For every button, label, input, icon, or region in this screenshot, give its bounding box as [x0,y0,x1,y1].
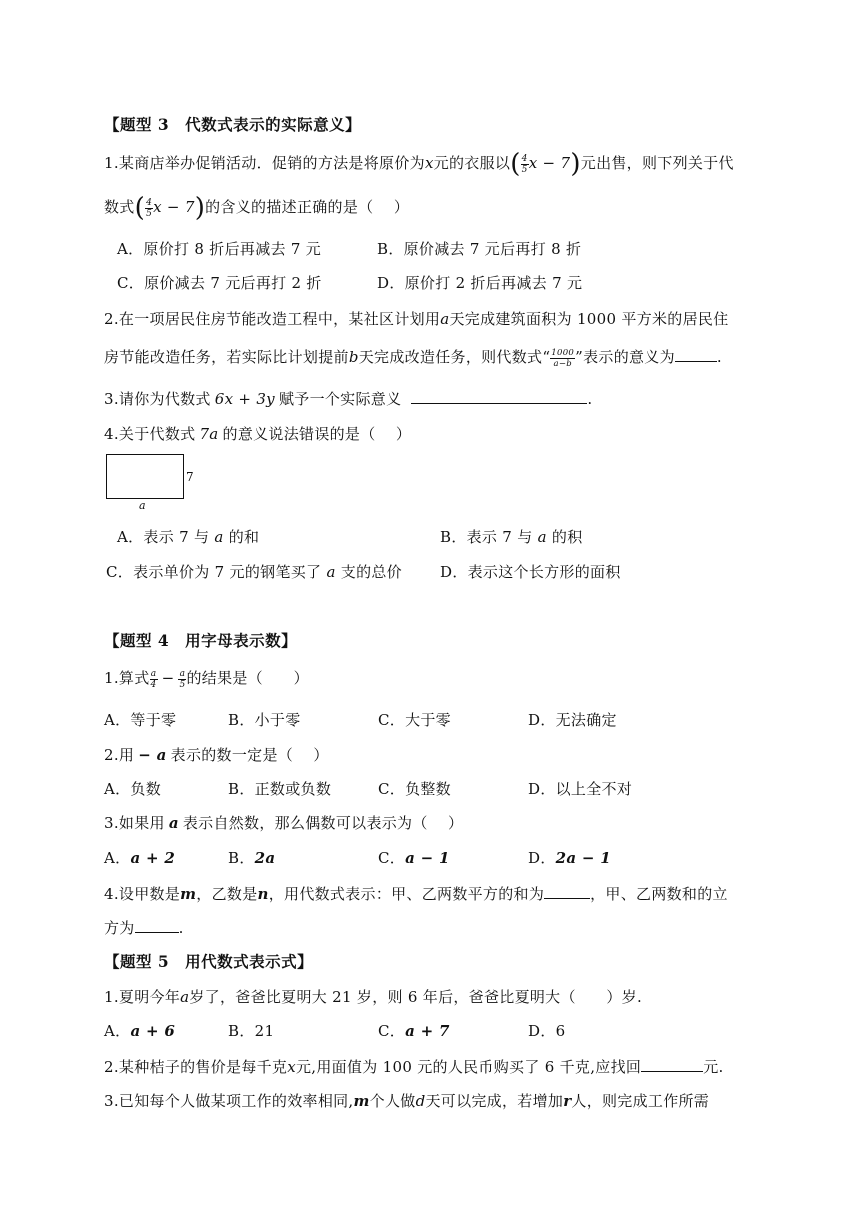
question-text: 天完成建筑面积为 1000 平方米的居民住 [449,310,729,328]
question-text: 如果用 [118,814,165,832]
option-c[interactable]: C．负整数 [378,780,451,798]
fraction-1000-over-a-b: $\frac{1000}{a-b}$ [551,347,575,369]
s5-q3 [104,1090,709,1111]
option-b[interactable]: B．正数或负数 [228,780,332,798]
question-text: 元出售，则下列关于代 [580,154,734,172]
question-text: 元. [703,1058,724,1076]
s3-q1-line2 [104,193,410,223]
question-text: 的意义说法错误的是（ ） [222,425,412,443]
s3-q2-line1 [104,308,729,329]
option-a[interactable]: A．原价打 8 折后再减去 7 元 [117,240,322,258]
question-text: 赋予一个实际意义 [278,390,402,408]
answer-blank[interactable] [135,918,179,933]
period: . [178,919,184,937]
question-number: 4. [104,425,119,443]
question-text: 人，则完成工作所需 [571,1092,710,1110]
question-text: 方为 [104,919,135,937]
expression: a [168,814,179,832]
var-m: m [180,885,197,903]
option-a[interactable]: A．a + 2 [104,849,176,867]
question-number: 1. [104,669,119,687]
s4-q2 [104,744,329,765]
s3-q4 [104,423,411,444]
rect-side-label: 7 [186,470,194,484]
question-text: 用 [118,746,135,764]
fraction-4-5: $\frac{4}{5}$ [146,197,153,219]
option-b[interactable]: B．小于零 [228,711,301,729]
question-number: 2. [104,310,119,328]
question-text: 房节能改造任务，若实际比计划提前 [104,348,349,366]
fraction-4-5: $\frac{4}{5}$ [521,153,528,175]
paren-left: ( [510,149,521,179]
answer-blank[interactable] [641,1057,703,1072]
answer-blank[interactable] [411,389,587,404]
question-text: 算式 [118,669,150,687]
expression: − a [138,746,167,764]
minus-sign: − [161,669,175,687]
question-number: 4. [104,885,119,903]
var-b: b [348,348,359,366]
var-x: x [424,154,434,172]
fraction-a-5: $\frac{a}{5}$ [179,668,186,690]
question-text: 元,用面值为 100 元的人民币购买了 6 千克,应找回 [296,1058,642,1076]
var-d: d [415,1092,426,1110]
answer-blank[interactable] [544,884,590,899]
section-5-title: 【题型 5 用代数式表示式】 [104,952,314,971]
section-4-title: 【题型 4 用字母表示数】 [104,631,298,650]
option-a[interactable]: A．等于零 [104,711,177,729]
question-text: 元的衣服以 [433,154,511,172]
question-text: 已知每个人做某项工作的效率相同, [118,1092,354,1110]
question-text: 个人做 [369,1092,416,1110]
question-number: 2. [104,746,119,764]
question-text: 的结果是（ ） [186,669,309,687]
question-text: 设甲数是 [118,885,181,903]
option-b[interactable]: B．21 [228,1022,275,1040]
option-b[interactable]: B．表示 7 与 a 的积 [440,528,583,546]
question-text: 某种桔子的售价是每千克 [118,1058,288,1076]
s3-q2-line2 [104,346,722,369]
paren-right: ) [194,193,206,223]
option-a[interactable]: A．负数 [104,780,162,798]
question-text: ，用代数式表示：甲、乙两数平方的和为 [268,885,545,903]
option-d[interactable]: D．原价打 2 折后再减去 7 元 [377,274,583,292]
question-text: ，乙数是 [196,885,258,903]
option-c[interactable]: C．表示单价为 7 元的钢笔买了 a 支的总价 [106,563,402,581]
question-number: 3. [104,814,119,832]
var-x: x [287,1058,296,1076]
rect-bottom-label: a [139,499,146,512]
option-a[interactable]: A．表示 7 与 a 的和 [117,528,260,546]
expression: 6x + 3y [214,390,275,408]
question-text: 关于代数式 [118,425,196,443]
var-n: n [257,885,269,903]
question-text: 的含义的描述正确的是（ ） [205,198,410,216]
expression: 7a [199,425,219,443]
question-text: 在一项居民住房节能改造工程中，某社区计划用 [118,310,441,328]
question-text: ，甲、乙两数和的立 [590,885,728,903]
question-number: 3. [104,390,119,408]
s3-q3 [104,388,592,409]
question-text: 请你为代数式 [118,390,211,408]
answer-blank[interactable] [675,347,717,362]
question-text: 天完成改造任务，则代数式“ [358,348,551,366]
option-d[interactable]: D．以上全不对 [528,780,633,798]
option-d[interactable]: D．6 [528,1022,566,1040]
var-r: r [563,1092,572,1110]
s3-q1-line1 [104,149,734,179]
s4-q4-line1 [104,883,728,904]
paren-right: ) [570,149,581,179]
question-text: 天可以完成，若增加 [425,1092,564,1110]
var-a: a [440,310,450,328]
period: . [587,390,593,408]
option-d[interactable]: D．表示这个长方形的面积 [440,563,621,581]
expression: x − 7 [153,198,195,216]
option-c[interactable]: C．原价减去 7 元后再打 2 折 [117,274,322,292]
question-text: ”表示的意义为 [575,348,675,366]
option-c[interactable]: C．大于零 [378,711,451,729]
option-b[interactable]: B．2a [228,849,276,867]
var-a: a [180,988,190,1006]
question-number: 1. [104,154,119,172]
question-text: 表示的数一定是（ ） [170,746,329,764]
period: . [716,348,722,366]
question-text: 岁了，爸爸比夏明大 21 岁，则 6 年后，爸爸比夏明大（ ）岁. [189,988,643,1006]
question-number: 1. [104,988,119,1006]
var-m: m [353,1092,370,1110]
question-text: 表示自然数，那么偶数可以表示为（ ） [182,814,464,832]
question-text: 夏明今年 [118,988,181,1006]
question-number: 2. [104,1058,119,1076]
s4-q3 [104,812,463,833]
fraction-a-4: $\frac{a}{4}$ [150,668,157,690]
option-b[interactable]: B．原价减去 7 元后再打 8 折 [377,240,582,258]
question-number: 3. [104,1092,119,1110]
question-text: 数式 [104,198,135,216]
option-c[interactable]: C．a − 1 [378,849,450,867]
s4-q1 [104,667,309,690]
paren-left: ( [134,193,146,223]
option-a[interactable]: A．a + 6 [104,1022,176,1040]
option-d[interactable]: D．2a − 1 [528,849,612,867]
s4-q4-line2 [104,917,184,938]
rectangle-figure [106,454,184,499]
expression: x − 7 [528,154,571,172]
option-d[interactable]: D．无法确定 [528,711,617,729]
s5-q2 [104,1056,724,1077]
question-text: 某商店举办促销活动．促销的方法是将原价为 [118,154,425,172]
option-c[interactable]: C．a + 7 [378,1022,450,1040]
section-3-title: 【题型 3 代数式表示的实际意义】 [104,115,362,134]
s5-q1 [104,986,642,1007]
